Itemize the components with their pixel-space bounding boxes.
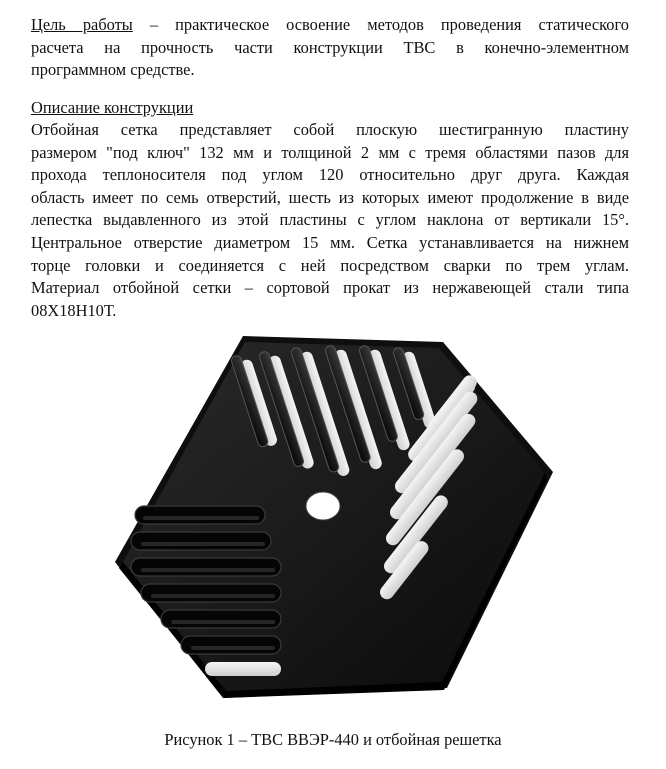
description-line: область имеет по семь отверстий, шесть из которых имеют продолжение в виде [31,187,629,207]
description-line: лепестка выдавленного из этой пластины с углом наклона от вертикали 15°. [31,210,629,230]
description-line: Материал отбойной сетки – сортовой прокат из нержавеющей стали типа [31,278,629,298]
description-line: Центральное отверстие диаметром 15 мм. Сетка устанавливается на нижнем [31,232,629,252]
description-heading: Описание конструкции [31,98,194,117]
description-line: 08Х18Н10Т. [31,300,117,320]
baffle-grid-figure [95,330,565,710]
description-line: размером "под ключ" 132 мм и толщиной 2 мм с тремя областями пазов для [31,142,629,162]
goal-label: Цель работы [31,15,133,34]
description-body [31,119,629,322]
slot-region-left [131,506,281,676]
description-line: торце головки и соединяется с ней посредством сварки по трем углам. [31,255,629,275]
central-hole [306,492,340,520]
goal-paragraph [31,14,629,82]
goal-text: – практическое освоение методов проведения статического [132,15,630,34]
description-line: Отбойная сетка представляет собой плоскую шестигранную пластину [31,120,629,139]
goal-line-3: программном средстве. [31,60,195,80]
description-line: прохода теплоносителя под углом 120 относительно друг друга. Каждая [31,165,629,185]
figure-caption: Рисунок 1 – ТВС ВВЭР-440 и отбойная решетка [164,730,502,749]
goal-line-2: расчета на прочность части конструкции ТВС в конечно-элементном [31,37,629,57]
